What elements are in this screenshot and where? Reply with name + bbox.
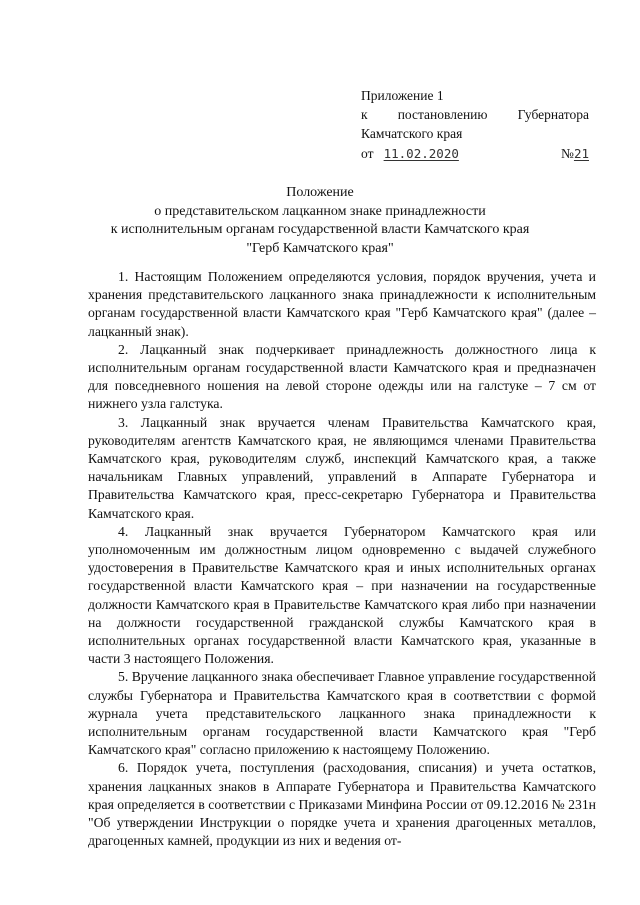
title-line-4: "Герб Камчатского края"	[246, 240, 394, 256]
appendix-decree-line	[361, 105, 589, 124]
paragraph-3: 3. Лацканный знак вручается членам Правительства Камчатского края, руководителям агентств Камчатского края, не являющимся членами Правительства Камчатского края, руководителям служб, инспекций Камчатского края, а также начальникам Главных управлений, управлений в Аппарате Губернатора и Правительства Камчатского края, пресс-секретарю Губернатора и Правительства Камчатского края.	[88, 414, 596, 521]
appendix-region: Камчатского края	[361, 126, 463, 141]
appendix-decree-word: постановлению	[397, 107, 488, 122]
appendix-header	[361, 86, 589, 163]
paragraph-5: 5. Вручение лацканного знака обеспечивает Главное управление государственной службы Губернатора и Правительства Камчатского края в соответствии с формой журнала учета представительского лацканного знака принадлежности к исполнительным органам государственной власти Камчатского края "Герб Камчатского края" согласно приложению к настоящему Положению.	[88, 669, 596, 758]
appendix-to-word: к	[361, 107, 368, 122]
paragraph-6: 6. Порядок учета, поступления (расходования, списания) и учета остатков, хранения лацканных знаков в Аппарате Губернатора и Правительства Камчатского края определяется в соответствии с Приказами Минфина России от 09.12.2016 № 231н "Об утверждении Инструкции о порядке учета и хранения драгоценных металлов, драгоценных камней, продукции из них и ведения от-	[88, 760, 596, 849]
paragraph-1: 1. Настоящим Положением определяются условия, порядок вручения, учета и хранения представительского лацканного знака принадлежности к исполнительным органам государственной власти Камчатского края "Герб Камчатского края" (далее – лацканный знак).	[88, 269, 596, 339]
title-line-2: о представительском лацканном знаке принадлежности	[154, 203, 486, 219]
appendix-number-label: №	[561, 146, 574, 161]
appendix-title: Приложение 1	[361, 88, 444, 103]
paragraph-2: 2. Лацканный знак подчеркивает принадлежность должностного лица к исполнительным органам государственной власти Камчатского края и предназначен для повседневного ношения на левой стороне одежды или на галстуке – 7 см от нижнего узла галстука.	[88, 341, 596, 412]
appendix-date-group	[361, 144, 459, 163]
appendix-number-group	[561, 144, 589, 163]
appendix-number: 21	[573, 146, 589, 161]
document-title	[40, 184, 600, 258]
paragraph-4: 4. Лацканный знак вручается Губернатором Камчатского края или уполномоченным им должностным лицом одновременно с выдачей служебного удостоверения в Правительстве Камчатского края и иных исполнительных органах государственной власти Камчатского края – при назначении на государственные должности Камчатского края в Правительстве Камчатского края либо при назначении на должности государственной гражданской службы Камчатского края в исполнительных органах государственной власти Камчатского края, указанные в части 3 настоящего Положения.	[88, 523, 596, 667]
appendix-from-label: от	[361, 146, 374, 161]
appendix-date-line	[361, 144, 589, 163]
appendix-governor-word: Губернатора	[517, 107, 589, 122]
title-line-1: Положение	[286, 185, 354, 200]
title-line-3: к исполнительным органам государственной власти Камчатского края	[110, 222, 530, 237]
appendix-date: 11.02.2020	[383, 146, 459, 161]
document-body	[88, 268, 596, 851]
